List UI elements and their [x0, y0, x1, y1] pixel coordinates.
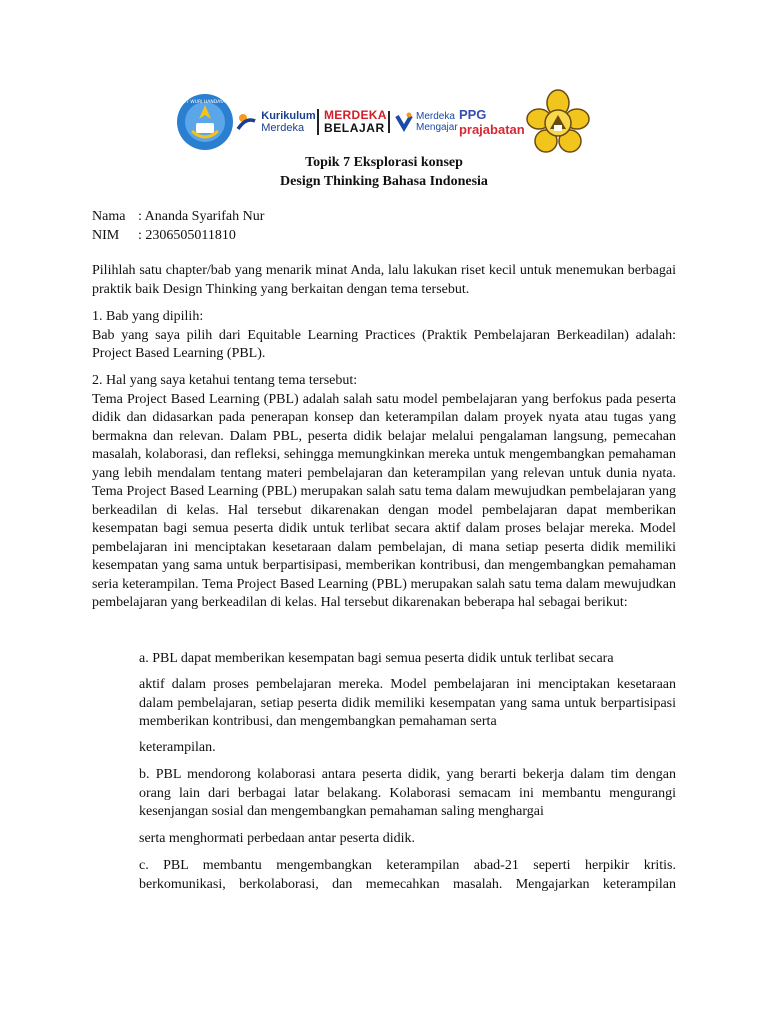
question-2-block — [92, 372, 676, 613]
nim-row — [92, 226, 236, 246]
tut-wuri-emblem-icon — [176, 93, 234, 151]
intro-paragraph: Pilihlah satu chapter/bab yang menarik minat Anda, lalu lakukan riset kecil untuk menemukan berbagai praktik baik Design Thinking yang berkaitan dengan tema tersebut. — [92, 263, 676, 297]
university-flower-icon — [526, 89, 590, 155]
name-value: : Ananda Syarifah Nur — [138, 209, 265, 224]
kurikulum-swirl-icon — [235, 111, 257, 133]
point-a-end: keterampilan. — [139, 740, 216, 755]
name-label: Nama — [92, 209, 126, 224]
merdeka-mengajar-line2: Mengajar — [415, 122, 458, 133]
merdeka-belajar-line2: BELAJAR — [323, 121, 385, 135]
name-row — [92, 207, 264, 227]
tutwuri-caption: TUT WURI HANDAYANI — [180, 100, 230, 105]
nim-value: : 2306505011810 — [138, 228, 236, 243]
merdeka-mengajar-logo — [388, 111, 458, 133]
nim-label: NIM — [92, 228, 120, 243]
document-title: Topik 7 Eksplorasi konsep — [305, 155, 463, 170]
document-subtitle: Design Thinking Bahasa Indonesia — [280, 174, 488, 189]
point-a-first-line: a. PBL dapat memberikan kesempatan bagi semua peserta didik untuk terlibat secara — [139, 651, 614, 666]
point-b-body: b. PBL mendorong kolaborasi antara peserta didik, yang berarti bekerja dalam tim dengan orang lain dari berbagai latar belakang. Kolaborasi semacam ini membantu mengurangi kesenjangan sosial dan mengembangkan pemahaman saling menghargai — [139, 767, 676, 819]
merdeka-belajar-logo — [317, 109, 387, 135]
point-c-body: c. PBL membantu mengembangkan keterampilan abad-21 seperti herpikir kritis. berkomunikasi, berkolaborasi, dan memecahkan masalah. Mengajarkan keterampilan — [139, 858, 676, 892]
question-1-answer: Bab yang saya pilih dari Equitable Learning Practices (Praktik Pembelajaran Berkeadilan) adalah: Project Based Learning (PBL). — [92, 327, 676, 361]
point-b-end: serta menghormati perbedaan antar peserta didik. — [139, 831, 415, 846]
question-2-answer: Tema Project Based Learning (PBL) adalah salah satu model pembelajaran yang berfokus pada peserta didik dan didasarkan pada penerapan konsep dan keterampilan dalam proyek nyata atau tugas yang bermakna dan relevan. Dalam PBL, peserta didik belajar melalui pengalaman langsung, pemecahan masalah, kolaborasi, dan refleksi, sehingga memungkinkan mereka untuk mengembangkan pemahaman yang lebih mendalam tentang materi pembelajaran dan keterampilan yang relevan untuk dunia nyata. Tema Project Based Learning (PBL) merupakan salah satu tema dalam mewujudkan pembelajaran yang berkeadilan di kelas. Hal tersebut dikarenakan dengan model pembelajaran dapat memberikan kesempatan bagi semua peserta didik untuk terlibat secara aktif dalam proses belajar mereka. Model pembelajaran ini menciptakan kesetaraan dalam pembelajan, di mana setiap peserta didik memiliki kesempatan yang sama untuk berpartisipasi, memberikan kontribusi, dan mengembangkan pemahaman seria keterampilan. Tema Project Based Learning (PBL) merupakan salah satu tema dalam mewujudkan pembelajaran yang berkeadilan di kelas. Hal tersebut dikarenakan beberapa hal sebagai berikut: — [92, 391, 676, 610]
merdeka-label: Merdeka — [261, 122, 305, 134]
university-emblem — [526, 89, 590, 155]
ppg-label: PPG — [458, 107, 487, 122]
merdeka-mengajar-icon — [395, 112, 413, 132]
logo-strip — [176, 88, 590, 156]
point-a-body: aktif dalam proses pembelajaran mereka. Model pembelajaran ini menciptakan kesetaraan dalam pembelajaran, setiap peserta didik memiliki kesempatan yang sama untuk berpartisipasi memberikan kontribusi, dan mengembangkan pemahaman serta — [139, 677, 676, 729]
question-2-heading: 2. Hal yang saya ketahui tentang tema tersebut: — [92, 373, 358, 388]
merdeka-belajar-line1: MERDEKA — [323, 108, 387, 122]
question-1-heading: 1. Bab yang dipilih: — [92, 309, 204, 324]
merdeka-mengajar-line1: Merdeka — [415, 111, 455, 122]
question-1-block — [92, 308, 676, 364]
ppg-prajabatan-logo — [459, 107, 525, 137]
tut-wuri-handayani-logo — [176, 93, 234, 151]
kurikulum-label: Kurikulum — [261, 110, 316, 122]
prajabatan-label: prajabatan — [458, 122, 525, 137]
kurikulum-merdeka-logo — [235, 110, 315, 134]
